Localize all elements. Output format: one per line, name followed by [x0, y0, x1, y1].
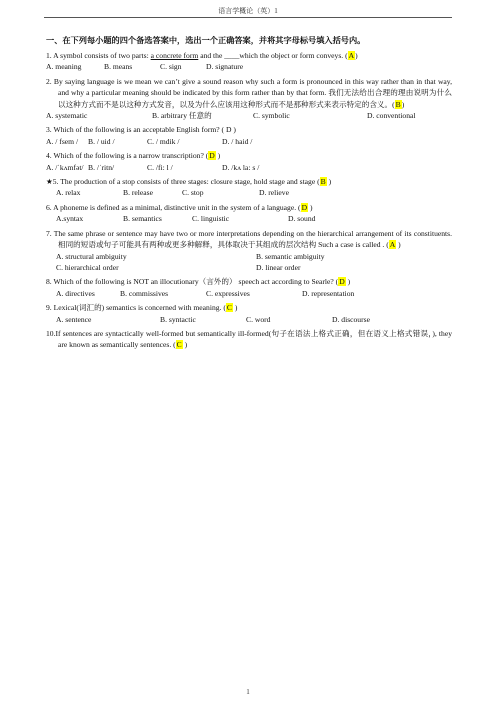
option: A. structural ambiguity [56, 251, 127, 261]
option: C. /fi: l / [147, 162, 173, 172]
question-1-options [46, 61, 452, 72]
option: D. linear order [256, 262, 301, 272]
question-9 [46, 302, 452, 313]
question-8-text: 8. Which of the following is NOT an illocutionary（言外的） speech act according to Searle? ( [46, 277, 339, 287]
question-1-blank: ____ [224, 51, 240, 60]
question-4-answer: D [209, 151, 215, 161]
page-content [46, 34, 452, 351]
question-2-options [46, 110, 452, 121]
option: D. conventional [367, 111, 416, 121]
option: C. word [246, 314, 271, 324]
option: B. syntactic [160, 314, 196, 324]
question-3-options [46, 136, 452, 147]
question-6 [46, 202, 452, 213]
option: B. semantics [123, 214, 162, 224]
question-2-text: 2. By saying language is we mean we can’t give a sound reason why such a form is pronounced in this way rather than in that way, and why a particular meaning should be indicated by this form rather than by that form. 我们无法给出合理的理由说明为什么以这种方式而不是以这种方式发音，以及为什么应该用这种形式而不是那种形式来表示特定的含义。( [46, 76, 452, 109]
question-1-text: 1. A symbol consists of two parts: [46, 51, 151, 60]
question-10 [46, 328, 452, 351]
question-7-options-row-1 [46, 251, 452, 262]
option: C. expressives [206, 288, 250, 298]
question-6-text: 6. A phoneme is defined as a minimal, distinctive unit in the system of a language. ( [46, 202, 301, 212]
option: B. semantic ambiguity [256, 251, 325, 261]
question-1-post: which the object or form conveys. ( [239, 51, 348, 60]
question-4 [46, 150, 452, 161]
question-4-close: ) [215, 151, 221, 161]
option: B. release [123, 188, 153, 198]
question-8 [46, 276, 452, 287]
question-6-close: ) [308, 202, 313, 212]
option: D. relieve [259, 188, 289, 198]
question-4-text: 4. Which of the following is a narrow transcription? ( [46, 151, 209, 161]
question-1-underlined: a concrete form [150, 51, 199, 60]
option: A. meaning [46, 62, 82, 72]
option: D. /kʌ la: s / [222, 162, 260, 172]
question-1 [46, 50, 452, 61]
question-7-text: 7. The same phrase or sentence may have two or more interpretations depending on the hierarchical arrangement of its constituents. 相同的短语或句子可能具有两种或更多种解释，具体取决于其组成的层次结构 Such a case is called . ( [46, 228, 452, 250]
header-rule [44, 17, 452, 18]
option: D. discourse [332, 314, 370, 324]
option: A. systematic [46, 111, 88, 121]
page-header: 语言学概论（英）1 [218, 7, 278, 15]
question-8-answer: D [339, 277, 345, 287]
option: B. / uid / [88, 136, 115, 146]
question-2 [46, 76, 452, 110]
question-9-options [46, 314, 452, 325]
option: B. /ˈritn/ [88, 162, 115, 172]
option: A. directives [56, 288, 95, 298]
question-3-text: 3. Which of the following is an acceptable English form? ( D ) [46, 125, 236, 135]
option: A. sentence [56, 314, 92, 324]
option: B. arbitrary 任意的 [152, 111, 212, 121]
option: A. /ˈkʌmfət/ [46, 162, 84, 172]
question-5-answer: B [320, 177, 326, 187]
question-4-options [46, 162, 452, 173]
question-10-answer: C [176, 340, 182, 350]
question-9-close: ) [232, 303, 238, 313]
option: B. means [104, 62, 133, 72]
question-9-text: 9. Lexical(词汇的) semantics is concerned with meaning. ( [46, 303, 226, 313]
question-7-answer: A [389, 240, 396, 250]
question-1-close: ) [355, 51, 358, 60]
option: D. sound [288, 214, 316, 224]
option: B. commissives [120, 288, 169, 298]
question-7-options-row-2 [46, 262, 452, 273]
option: C. / mdik / [147, 136, 180, 146]
option: C. hierarchical order [56, 262, 119, 272]
question-8-close: ) [345, 277, 351, 287]
option: C. stop [182, 188, 204, 198]
question-10-close: ) [182, 340, 188, 350]
question-10-text: 10.If sentences are syntactically well-formed but semantically ill-formed(句子在语法上格式正确，但在语义上格式错误，), they are known as semantically sentences. ( [46, 328, 452, 350]
option: C. linguistic [192, 214, 230, 224]
question-1-answer: A [348, 51, 355, 60]
question-7 [46, 228, 452, 251]
question-5 [46, 176, 452, 187]
option: A. relax [56, 188, 81, 198]
question-6-options [46, 213, 452, 224]
question-2-close: ) [401, 99, 405, 109]
option: A.syntax [56, 214, 84, 224]
question-5-text: ★5. The production of a stop consists of three stages: closure stage, hold stage and stage ( [46, 177, 320, 187]
option: A. / fsem / [46, 136, 79, 146]
question-5-options [46, 187, 452, 198]
section-title: 一、在下列每小题的四个备选答案中，选出一个正确答案，并将其字母标号填入括号内。 [46, 35, 366, 45]
question-2-answer: B [395, 99, 401, 109]
option: D. / haid / [222, 136, 253, 146]
question-1-mid: and the [198, 51, 225, 60]
question-6-answer: D [301, 202, 308, 212]
question-8-options [46, 288, 452, 299]
question-7-close: ) [396, 240, 401, 250]
question-5-close: ) [326, 177, 332, 187]
option: C. symbolic [253, 111, 290, 121]
option: C. sign [160, 62, 182, 72]
option: D. signature [206, 62, 244, 72]
page-number: 1 [246, 688, 250, 696]
question-3 [46, 124, 452, 135]
question-9-answer: C [226, 303, 232, 313]
option: D. representation [302, 288, 355, 298]
